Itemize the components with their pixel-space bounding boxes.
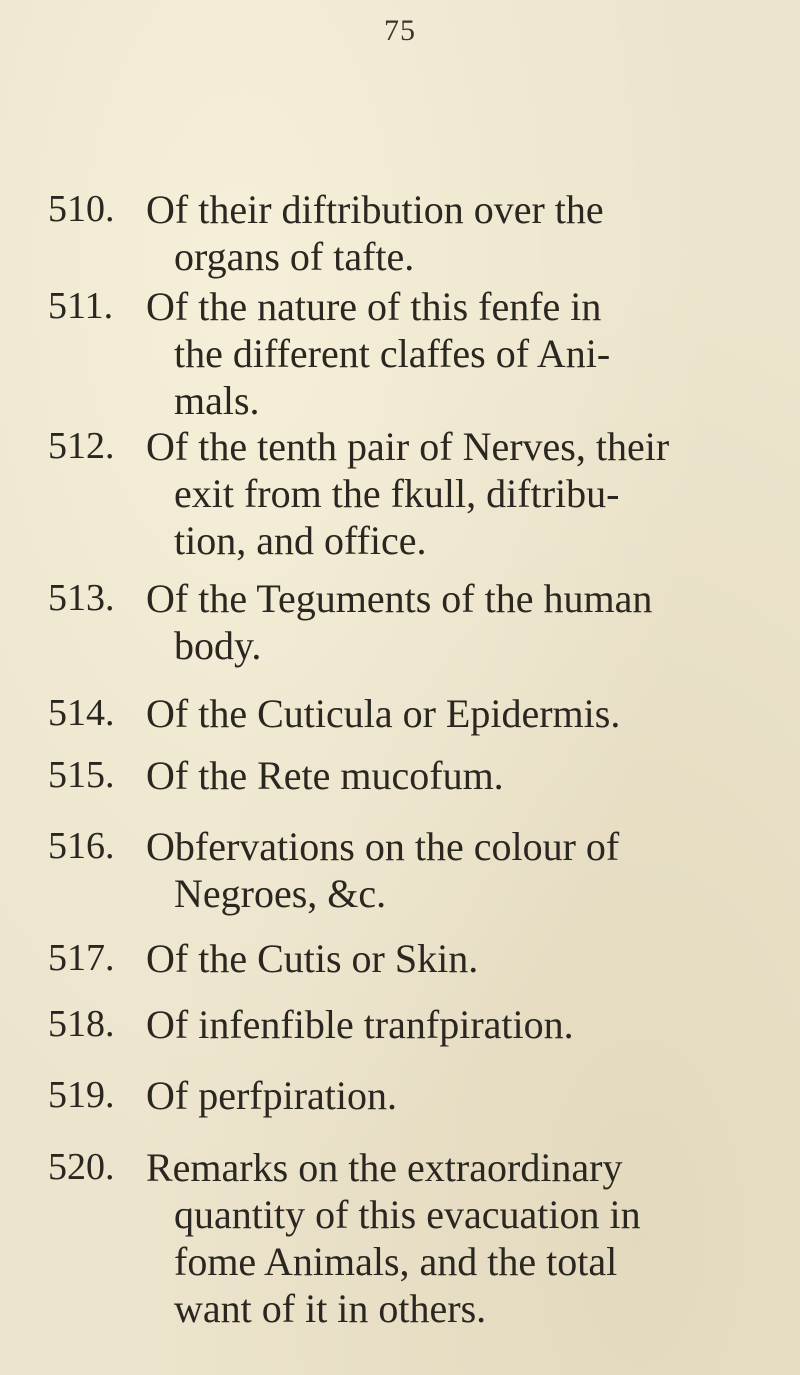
entry-number: 513. [48,577,115,619]
entry-number: 520. [48,1146,115,1188]
entry-text [146,283,766,424]
entry-line: body. [174,623,262,668]
entry-line: Negroes, &c. [174,871,387,916]
entry-line: Of the Teguments of the human [146,576,653,621]
entry-text [146,575,766,669]
entry-text [146,1001,766,1048]
entry-line: tion, and office. [174,518,427,563]
entry-line: the different claffes of Ani- [174,331,611,376]
entry-number: 510. [48,188,115,230]
entry-number: 515. [48,754,115,796]
entry-text [146,690,766,737]
entry-number: 519. [48,1074,115,1116]
entry-line: quantity of this evacuation in [174,1192,641,1237]
entry-number: 516. [48,825,115,867]
entry-text [146,935,766,982]
entry-line: mals. [174,378,260,423]
entry-number: 512. [48,425,115,467]
page-number: 75 [384,14,416,47]
entry-line: Of the Cuticula or Epidermis. [146,691,621,736]
entry-line: Of perfpiration. [146,1073,398,1118]
entry-line: Of the Rete mucofum. [146,753,504,798]
entry-line: Of the tenth pair of Nerves, their [146,424,670,469]
entry-line: Remarks on the extraordinary [146,1145,623,1190]
entry-text [146,823,766,917]
entry-line: organs of tafte. [174,234,415,279]
entry-number: 514. [48,692,115,734]
entry-text [146,423,766,564]
entry-text [146,1144,766,1332]
entry-line: Of their diftribution over the [146,187,604,232]
entry-line: Of the nature of this fenfe in [146,284,602,329]
entry-line: fome Animals, and the total [174,1239,618,1284]
entry-line: Obfervations on the colour of [146,824,620,869]
entry-line: want of it in others. [174,1286,487,1331]
entry-text [146,186,766,280]
entry-line: Of infenfible tranfpiration. [146,1002,574,1047]
entry-number: 518. [48,1003,115,1045]
entry-text [146,1072,766,1119]
entry-number: 511. [48,285,114,327]
entry-line: Of the Cutis or Skin. [146,936,479,981]
entry-text [146,752,766,799]
entry-number: 517. [48,937,115,979]
entry-line: exit from the fkull, diftribu- [174,471,620,516]
